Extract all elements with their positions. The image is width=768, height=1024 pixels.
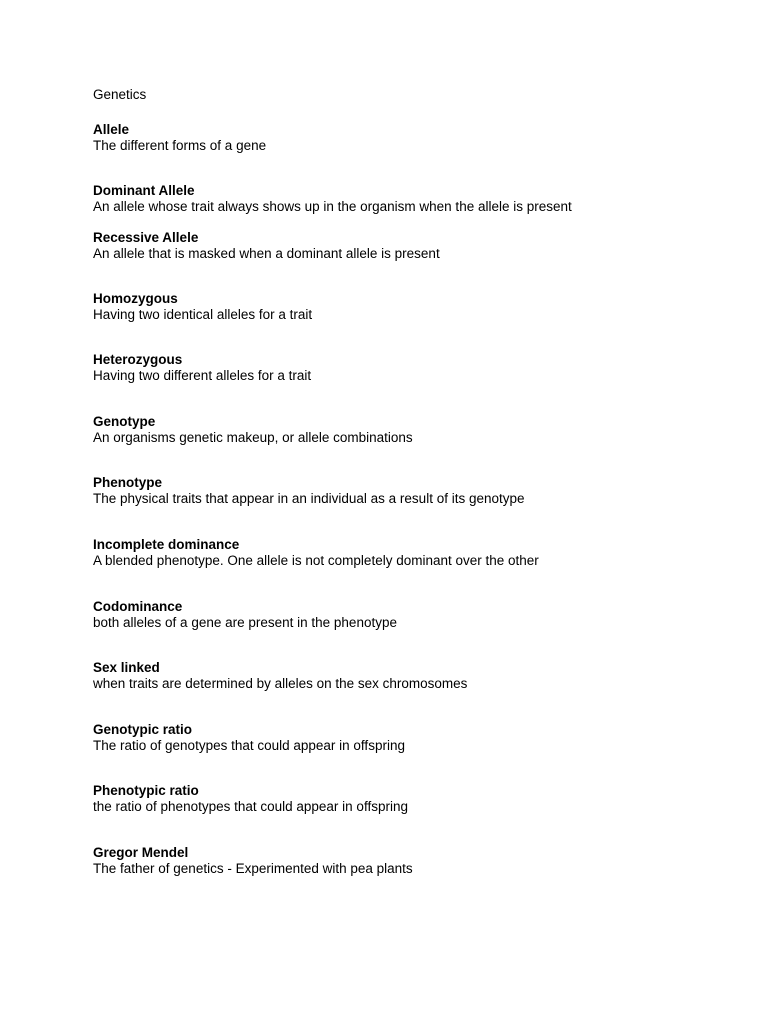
term-definition: the ratio of phenotypes that could appear in offspring xyxy=(93,799,408,814)
term-definition: Having two different alleles for a trait xyxy=(93,368,312,383)
term-label: Genotype xyxy=(93,414,156,429)
term-label: Dominant Allele xyxy=(93,183,195,198)
glossary-entry-codominance xyxy=(93,599,397,631)
term-definition: A blended phenotype. One allele is not completely dominant over the other xyxy=(93,553,539,568)
term-label: Homozygous xyxy=(93,291,178,306)
term-definition: An allele whose trait always shows up in the organism when the allele is present xyxy=(93,199,572,214)
glossary-entry-gregor-mendel xyxy=(93,845,413,877)
term-definition: The different forms of a gene xyxy=(93,138,267,153)
glossary-entry-dominant-allele xyxy=(93,183,572,215)
term-label: Codominance xyxy=(93,599,183,614)
glossary-entry-genotype xyxy=(93,414,413,446)
term-label: Incomplete dominance xyxy=(93,537,240,552)
term-definition: both alleles of a gene are present in the phenotype xyxy=(93,615,397,630)
term-definition: The ratio of genotypes that could appear in offspring xyxy=(93,738,405,753)
term-definition: Having two identical alleles for a trait xyxy=(93,307,313,322)
term-definition: The physical traits that appear in an individual as a result of its genotype xyxy=(93,491,525,506)
term-definition: when traits are determined by alleles on the sex chromosomes xyxy=(93,676,468,691)
term-label: Genotypic ratio xyxy=(93,722,193,737)
glossary-entry-incomplete-dominance xyxy=(93,537,539,569)
term-label: Heterozygous xyxy=(93,352,183,367)
glossary-entry-allele xyxy=(93,122,266,154)
term-definition: The father of genetics - Experimented with pea plants xyxy=(93,861,413,876)
term-definition: An organisms genetic makeup, or allele combinations xyxy=(93,430,413,445)
term-label: Recessive Allele xyxy=(93,230,199,245)
glossary-entry-genotypic-ratio xyxy=(93,722,405,754)
glossary-entry-recessive-allele xyxy=(93,230,440,262)
glossary-entry-heterozygous xyxy=(93,352,311,384)
term-label: Phenotypic ratio xyxy=(93,783,199,798)
term-label: Gregor Mendel xyxy=(93,845,189,860)
glossary-entry-phenotypic-ratio xyxy=(93,783,408,815)
term-label: Sex linked xyxy=(93,660,160,675)
glossary-entry-phenotype xyxy=(93,475,525,507)
term-label: Allele xyxy=(93,122,130,137)
glossary-entry-homozygous xyxy=(93,291,312,323)
term-definition: An allele that is masked when a dominant allele is present xyxy=(93,246,440,261)
page-title: Genetics xyxy=(93,87,147,102)
glossary-entry-sex-linked xyxy=(93,660,467,692)
term-label: Phenotype xyxy=(93,475,163,490)
